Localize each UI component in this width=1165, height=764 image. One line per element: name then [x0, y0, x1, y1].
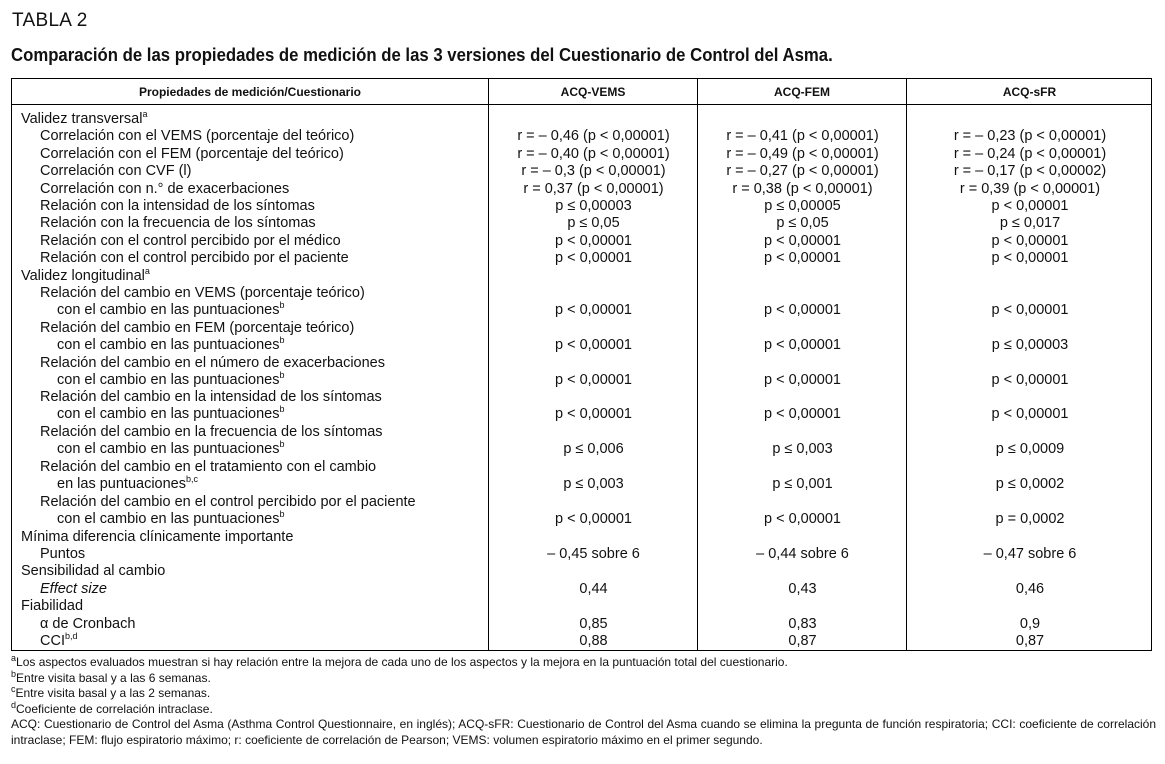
cell-value: r = – 0,49 (p < 0,00001) — [726, 145, 879, 162]
cell-value: p ≤ 0,05 — [776, 215, 829, 232]
footnote-mark: b — [11, 668, 17, 679]
cell-value: p ≤ 0,00003 — [555, 198, 632, 214]
cell-value: 0,88 — [579, 633, 608, 649]
row-label: Puntos — [40, 546, 86, 562]
row-label: Relación con el control percibido por el médico — [40, 232, 341, 249]
table-notes — [11, 655, 1156, 748]
row-label: Relación del cambio en VEMS (porcentaje teórico) — [40, 285, 365, 301]
row-label: α de Cronbach — [40, 615, 136, 632]
cell-value: p ≤ 0,001 — [772, 476, 833, 492]
cell-value: p < 0,00001 — [991, 232, 1069, 249]
cell-value: p < 0,00001 — [554, 371, 632, 388]
cell-value: 0,9 — [1019, 615, 1041, 632]
cell-value: 0,83 — [788, 615, 817, 632]
table-header — [12, 79, 1151, 105]
table-label: TABLA 2 — [12, 10, 88, 31]
row-label: Correlación con el FEM (porcentaje del teórico) — [40, 145, 344, 162]
header-properties: Propiedades de medición/Cuestionario — [138, 85, 362, 99]
section-label: Mínima diferencia clínicamente importante — [21, 528, 294, 545]
footnote-mark: b,d — [64, 631, 78, 641]
row-label-continued: con el cambio en las puntuaciones$^b$ — [57, 439, 285, 458]
cell-value: p < 0,00001 — [554, 232, 632, 249]
cell-value: p ≤ 0,0002 — [995, 476, 1065, 492]
header-acq-vems: ACQ-VEMS — [560, 85, 626, 99]
cell-value: p < 0,00001 — [763, 371, 841, 388]
section-label: Sensibilidad al cambio — [21, 563, 166, 580]
footnote-mark: c — [11, 684, 16, 694]
row-label: Relación del cambio en la frecuencia de los síntomas — [40, 424, 383, 441]
cell-value: p ≤ 0,00003 — [991, 336, 1069, 353]
cell-value: 0,43 — [788, 580, 817, 597]
cell-value: p < 0,00001 — [554, 510, 632, 527]
footnote-list — [11, 655, 1156, 717]
cell-value: p < 0,00001 — [763, 302, 841, 318]
cell-value: p < 0,00001 — [763, 336, 841, 353]
cell-value: p ≤ 0,0009 — [995, 441, 1065, 458]
cell-value: p < 0,00001 — [763, 232, 841, 249]
footnote-mark: b — [279, 369, 285, 380]
cell-value: 0,87 — [788, 633, 817, 649]
data-table — [11, 78, 1152, 651]
section-label: Validez longitudinal$^a$ — [21, 265, 150, 284]
cell-value: p < 0,00001 — [763, 250, 841, 267]
cell-value: 0,87 — [1015, 633, 1045, 649]
cell-value: – 0,45 sobre 6 — [547, 546, 640, 562]
cell-value: p < 0,00001 — [991, 406, 1069, 423]
cell-value: 0,44 — [579, 580, 608, 597]
row-label-continued: con el cambio en las puntuaciones$^b$ — [57, 369, 285, 388]
section-label: Validez transversal$^a$ — [21, 109, 148, 127]
cell-value: p ≤ 0,003 — [772, 441, 833, 458]
row-label: Relación del cambio en FEM (porcentaje teórico) — [40, 319, 355, 336]
footnote-mark: b — [279, 439, 285, 450]
cell-value: r = – 0,3 (p < 0,00001) — [521, 163, 666, 180]
row-label: CCI$^{b,d}$ — [40, 631, 78, 649]
row-label-continued: con el cambio en las puntuaciones$^b$ — [57, 508, 285, 527]
footnote-mark: b,c — [186, 474, 199, 484]
cell-value: p ≤ 0,05 — [567, 215, 620, 232]
footnote-mark: b — [279, 404, 285, 415]
footnote-mark: b — [279, 334, 285, 345]
row-label: Relación con la frecuencia de los síntomas — [40, 215, 316, 232]
cell-value: r = 0,38 (p < 0,00001) — [732, 180, 873, 197]
cell-value: p < 0,00001 — [554, 336, 632, 353]
cell-value: p < 0,00001 — [991, 198, 1069, 214]
cell-value: p ≤ 0,017 — [999, 215, 1061, 232]
row-label-continued: con el cambio en las puntuaciones$^b$ — [57, 300, 285, 318]
table-title: Comparación de las propiedades de medición de las 3 versiones del Cuestionario de Control del Asma. — [11, 45, 833, 65]
cell-value: r = – 0,24 (p < 0,00001) — [953, 145, 1107, 162]
footnote-mark: b — [279, 508, 285, 519]
cell-value: p < 0,00001 — [763, 510, 841, 527]
footnote: $^c$Entre visita basal y a las 2 semanas. — [11, 684, 211, 700]
header-acq-fem: ACQ-FEM — [774, 85, 830, 99]
cell-value: p < 0,00001 — [991, 302, 1069, 318]
abbreviations-note: ACQ: Cuestionario de Control del Asma (Asthma Control Questionnaire, en inglés); ACQ-sFR: Cuestionario de Control del Asma cuando se elimina la pregunta de función respiratoria; CCI: coeficiente de correlación intraclase; FEM: flujo espiratorio máximo; r: coeficiente de correlación de Pearson; VEMS: volumen espiratorio máximo en el primer segundo. — [11, 717, 1156, 747]
footnote: $^a$Los aspectos evaluados muestran si hay relación entre la mejora de cada uno de los aspectos y la mejora en la puntuación total del cuestionario. — [11, 653, 788, 669]
footnote: $^d$Coeficiente de correlación intraclase. — [11, 699, 213, 716]
cell-value: p < 0,00001 — [763, 406, 841, 423]
row-label: Relación del cambio en el número de exacerbaciones — [40, 354, 385, 371]
row-label: Correlación con el VEMS (porcentaje del teórico) — [40, 128, 355, 145]
footnote-mark: a — [142, 109, 148, 119]
footnote-mark: b — [279, 300, 285, 310]
cell-value: p = 0,0002 — [995, 510, 1065, 527]
cell-value: p < 0,00001 — [554, 250, 632, 267]
row-label: Relación del cambio en la intensidad de los síntomas — [40, 389, 382, 406]
cell-value: r = – 0,17 (p < 0,00002) — [953, 163, 1107, 180]
row-label: Relación con el control percibido por el paciente — [40, 250, 349, 267]
cell-value: r = 0,37 (p < 0,00001) — [523, 180, 664, 197]
row-label: Correlación con n.° de exacerbaciones — [40, 180, 290, 197]
row-label: Correlación con CVF (l) — [40, 163, 192, 180]
footnote-mark: a — [11, 653, 17, 663]
cell-value: – 0,47 sobre 6 — [983, 546, 1077, 562]
row-label: Relación con la intensidad de los síntomas — [40, 198, 315, 214]
cell-value: p ≤ 0,006 — [563, 441, 624, 458]
cell-value: r = – 0,23 (p < 0,00001) — [953, 128, 1107, 145]
row-label-continued: con el cambio en las puntuaciones$^b$ — [57, 334, 285, 353]
row-label-continued: con el cambio en las puntuaciones$^b$ — [57, 404, 285, 423]
cell-value: p < 0,00001 — [991, 250, 1069, 267]
footnote: $^b$Entre visita basal y a las 6 semanas. — [11, 668, 211, 685]
cell-value: 0,85 — [579, 615, 608, 632]
cell-value: p < 0,00001 — [554, 302, 632, 318]
cell-value: p ≤ 0,00005 — [764, 198, 841, 214]
row-label: Relación del cambio en el tratamiento con el cambio — [40, 459, 377, 475]
cell-value: r = – 0,27 (p < 0,00001) — [726, 163, 879, 180]
header-acq-sfr: ACQ-sFR — [1002, 85, 1057, 99]
row-label: Effect size — [40, 580, 107, 597]
cell-value: p < 0,00001 — [991, 371, 1069, 388]
cell-value: r = – 0,41 (p < 0,00001) — [726, 128, 879, 145]
cell-value: 0,46 — [1015, 580, 1045, 597]
cell-value: – 0,44 sobre 6 — [756, 546, 849, 562]
footnote-mark: d — [11, 699, 17, 710]
cell-value: p < 0,00001 — [554, 406, 632, 423]
section-label: Fiabilidad — [21, 598, 84, 615]
cell-value: r = – 0,46 (p < 0,00001) — [517, 128, 670, 145]
row-label: Relación del cambio en el control percibido por el paciente — [40, 493, 416, 510]
footnote-mark: a — [144, 265, 150, 276]
cell-value: p ≤ 0,003 — [563, 476, 624, 492]
cell-value: r = 0,39 (p < 0,00001) — [959, 180, 1101, 197]
row-label-continued: en las puntuaciones$^{b,c}$ — [57, 474, 199, 492]
cell-value: r = – 0,40 (p < 0,00001) — [517, 145, 670, 162]
